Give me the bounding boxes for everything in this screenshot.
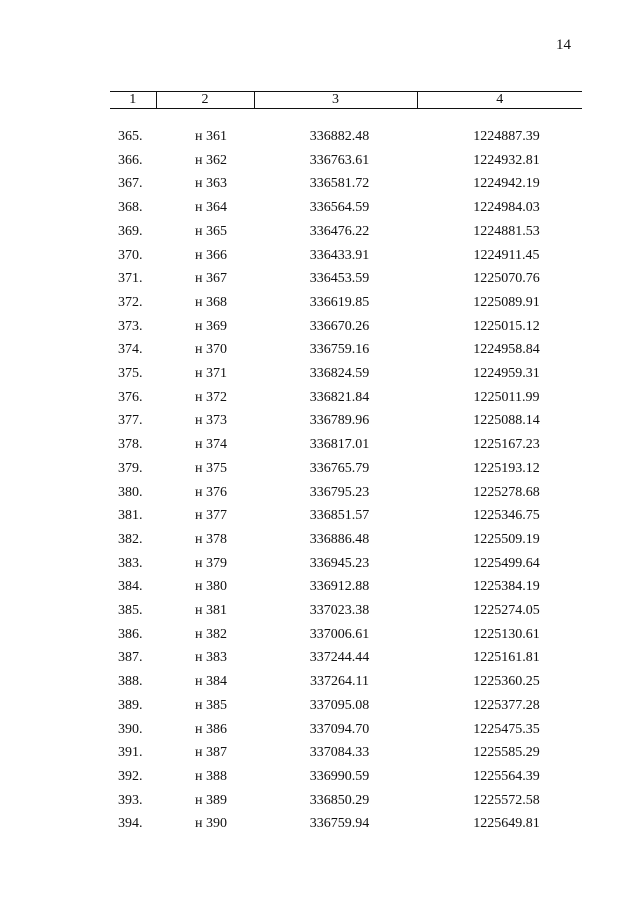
point-id: н 377: [195, 508, 227, 524]
coordinate-y: 1225384.19: [473, 579, 540, 595]
coordinate-y: 1225475.35: [473, 721, 540, 737]
coordinate-x: 336763.61: [309, 152, 370, 168]
row-number: 367.: [118, 176, 143, 192]
coordinate-x: 336765.79: [309, 460, 370, 476]
table-row: [110, 552, 582, 576]
coordinate-x: 336759.16: [309, 342, 370, 358]
coordinate-x: 336476.22: [309, 223, 370, 239]
coordinate-y: 1224911.45: [473, 247, 540, 263]
point-id: н 385: [195, 697, 227, 713]
coordinate-x: 336821.84: [309, 389, 370, 405]
table-body: [110, 109, 582, 837]
row-number: 376.: [118, 389, 143, 405]
coordinate-y: 1224932.81: [473, 152, 540, 168]
point-id: н 364: [195, 200, 227, 216]
row-number: 382.: [118, 531, 143, 547]
coordinate-x: 337023.38: [309, 603, 370, 619]
point-id: н 388: [195, 768, 227, 784]
column-header-3: 3: [254, 92, 417, 109]
coordinate-y: 1225499.64: [473, 555, 540, 571]
row-number: 365.: [118, 129, 143, 144]
coordinate-x: 336850.29: [309, 792, 370, 808]
row-number: 393.: [118, 792, 143, 808]
point-id: н 386: [195, 721, 227, 737]
table-row: [110, 646, 582, 670]
table-row: [110, 386, 582, 410]
coordinate-y: 1225130.61: [473, 626, 540, 642]
coordinate-y: 1225167.23: [473, 437, 540, 453]
table-row: [110, 481, 582, 505]
point-id: н 374: [195, 437, 227, 453]
table-row: [110, 457, 582, 481]
point-id: н 382: [195, 626, 227, 642]
row-number: 378.: [118, 437, 143, 453]
coordinate-y: 1224984.03: [473, 200, 540, 216]
table-row: [110, 623, 582, 647]
table-row: [110, 741, 582, 765]
point-id: н 365: [195, 223, 227, 239]
table-row: [110, 291, 582, 315]
coordinate-x: 337264.11: [310, 674, 369, 690]
coordinate-x: 336670.26: [309, 318, 370, 334]
point-id: н 366: [195, 247, 227, 263]
row-number: 372.: [118, 294, 143, 310]
row-number: 377.: [118, 413, 143, 429]
coordinate-x: 336886.48: [309, 531, 370, 547]
coordinate-y: 1225161.81: [473, 650, 540, 666]
coordinate-y: 1224881.53: [473, 223, 540, 239]
coordinate-x: 337095.08: [309, 697, 370, 713]
coordinate-x: 337084.33: [309, 745, 370, 761]
point-id: н 383: [195, 650, 227, 666]
table-row: [110, 718, 582, 742]
row-number: 388.: [118, 674, 143, 690]
coordinate-x: 336619.85: [309, 294, 370, 310]
table-row: [110, 196, 582, 220]
row-number: 387.: [118, 650, 143, 666]
table-row: [110, 267, 582, 291]
coordinate-x: 336882.48: [309, 129, 370, 144]
row-number: 373.: [118, 318, 143, 334]
point-id: н 376: [195, 484, 227, 500]
coordinate-y: 1225346.75: [473, 508, 540, 524]
table-row: [110, 409, 582, 433]
point-id: н 378: [195, 531, 227, 547]
point-id: н 362: [195, 152, 227, 168]
coordinate-y: 1225011.99: [473, 389, 540, 405]
coordinate-y: 1225278.68: [473, 484, 540, 500]
point-id: н 390: [195, 816, 227, 832]
row-number: 381.: [118, 508, 143, 524]
coordinate-x: 336759.94: [309, 816, 370, 832]
table-header: [110, 92, 582, 109]
row-number: 383.: [118, 555, 143, 571]
coordinates-table: [110, 91, 582, 836]
row-number: 368.: [118, 200, 143, 216]
point-id: н 389: [195, 792, 227, 808]
point-id: н 387: [195, 745, 227, 761]
coordinate-y: 1224942.19: [473, 176, 540, 192]
table-row: [110, 433, 582, 457]
row-number: 374.: [118, 342, 143, 358]
row-number: 380.: [118, 484, 143, 500]
point-id: н 368: [195, 294, 227, 310]
coordinate-x: 336990.59: [309, 768, 370, 784]
coordinate-y: 1225088.14: [473, 413, 540, 429]
table-row: [110, 670, 582, 694]
row-number: 385.: [118, 603, 143, 619]
point-id: н 379: [195, 555, 227, 571]
coordinate-y: 1225193.12: [473, 460, 540, 476]
table-row: [110, 575, 582, 599]
table-row: [110, 220, 582, 244]
table-row: [110, 149, 582, 173]
table-row: [110, 528, 582, 552]
row-number: 390.: [118, 721, 143, 737]
column-header-1: 1: [110, 92, 156, 109]
coordinate-y: 1225649.81: [473, 816, 540, 832]
row-number: 391.: [118, 745, 143, 761]
row-number: 389.: [118, 697, 143, 713]
point-id: н 373: [195, 413, 227, 429]
point-id: н 369: [195, 318, 227, 334]
coordinate-x: 336851.57: [309, 508, 370, 524]
table-row: [110, 789, 582, 813]
column-header-2: 2: [156, 92, 254, 109]
header-row: [110, 92, 582, 109]
row-number: 386.: [118, 626, 143, 642]
coordinate-x: 336912.88: [309, 579, 370, 595]
coordinate-x: 337006.61: [309, 626, 370, 642]
point-id: н 384: [195, 674, 227, 690]
coordinate-y: 1224958.84: [473, 342, 540, 358]
point-id: н 367: [195, 271, 227, 287]
row-number: 384.: [118, 579, 143, 595]
coordinate-y: 1225509.19: [473, 531, 540, 547]
coordinate-y: 1225089.91: [473, 294, 540, 310]
column-header-4: 4: [417, 92, 582, 109]
coordinate-y: 1225564.39: [473, 768, 540, 784]
point-id: н 381: [195, 603, 227, 619]
row-number: 369.: [118, 223, 143, 239]
coordinate-x: 337094.70: [309, 721, 370, 737]
coordinate-x: 336824.59: [309, 366, 370, 382]
coordinate-x: 337244.44: [309, 650, 370, 666]
coordinate-x: 336453.59: [309, 271, 370, 287]
coordinate-y: 1225360.25: [473, 674, 540, 690]
point-id: н 375: [195, 460, 227, 476]
table-row: [110, 599, 582, 623]
point-id: н 370: [195, 342, 227, 358]
table-row: [110, 315, 582, 339]
table-row: [110, 244, 582, 268]
coordinate-x: 336581.72: [309, 176, 370, 192]
coordinate-x: 336433.91: [309, 247, 370, 263]
point-id: н 372: [195, 389, 227, 405]
row-number: 370.: [118, 247, 143, 263]
header-spacer: [110, 109, 582, 126]
point-id: н 371: [195, 366, 227, 382]
row-number: 366.: [118, 152, 143, 168]
table-row: [110, 338, 582, 362]
coordinate-y: 1224959.31: [473, 366, 540, 382]
coordinate-y: 1224887.39: [473, 129, 540, 144]
table-row: [110, 172, 582, 196]
table-row: [110, 362, 582, 386]
row-number: 392.: [118, 768, 143, 784]
table-row: [110, 504, 582, 528]
row-number: 375.: [118, 366, 143, 382]
page-number: 14: [556, 37, 571, 53]
coordinate-x: 336564.59: [309, 200, 370, 216]
table-row: [110, 765, 582, 789]
row-number: 394.: [118, 816, 143, 832]
coordinate-y: 1225274.05: [473, 603, 540, 619]
coordinate-x: 336817.01: [309, 437, 370, 453]
coordinate-x: 336789.96: [309, 413, 370, 429]
table-row: [110, 125, 582, 149]
point-id: н 380: [195, 579, 227, 595]
coordinate-x: 336945.23: [309, 555, 370, 571]
row-number: 371.: [118, 271, 143, 287]
coordinate-y: 1225015.12: [473, 318, 540, 334]
table-row: [110, 694, 582, 718]
table-row: [110, 812, 582, 836]
coordinate-y: 1225585.29: [473, 745, 540, 761]
point-id: н 361: [195, 129, 227, 144]
coordinate-y: 1225572.58: [473, 792, 540, 808]
coordinate-y: 1225377.28: [473, 697, 540, 713]
row-number: 379.: [118, 460, 143, 476]
point-id: н 363: [195, 176, 227, 192]
coordinate-x: 336795.23: [309, 484, 370, 500]
coordinate-y: 1225070.76: [473, 271, 540, 287]
